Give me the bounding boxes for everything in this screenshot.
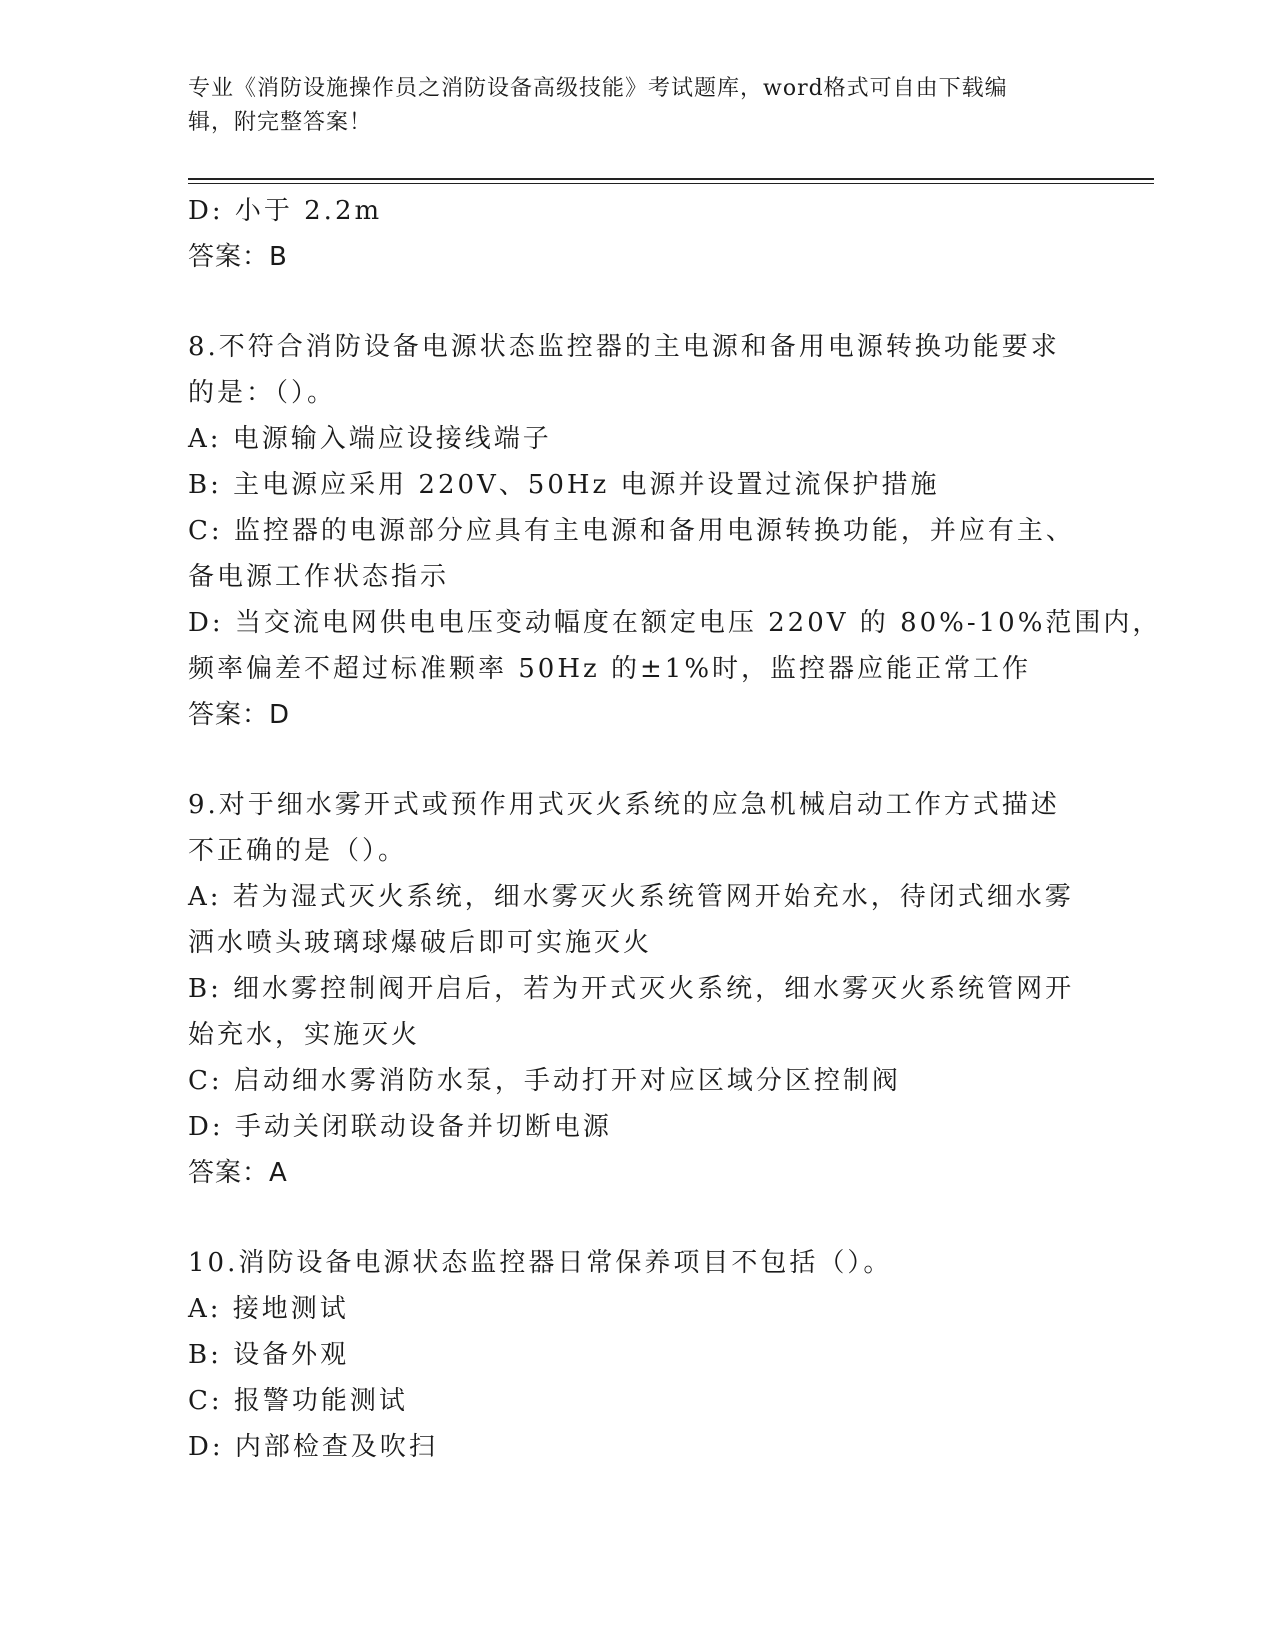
option-b: B: 设备外观	[188, 1340, 350, 1370]
question-stem: 8.不符合消防设备电源状态监控器的主电源和备用电源转换功能要求	[188, 332, 1060, 362]
option-a-cont: 洒水喷头玻璃球爆破后即可实施灭火	[188, 928, 653, 958]
answer: 答案：B	[188, 242, 288, 272]
question-8	[188, 324, 1162, 738]
question-stem: 不正确的是（）。	[188, 836, 408, 866]
option-d: D: 小于 2.2m	[188, 196, 383, 226]
question-stem: 10.消防设备电源状态监控器日常保养项目不包括（）。	[188, 1248, 893, 1278]
document-body	[188, 188, 1162, 1470]
document-header	[188, 72, 1068, 140]
option-d: D: 内部检查及吹扫	[188, 1432, 438, 1462]
header-line-2: 辑，附完整答案！	[188, 110, 373, 135]
header-line-1: 专业《消防设施操作员之消防设备高级技能》考试题库，word格式可自由下载编	[188, 76, 1008, 101]
answer: 答案：D	[188, 700, 291, 730]
answer: 答案：A	[188, 1158, 288, 1188]
option-d: D: 手动关闭联动设备并切断电源	[188, 1112, 612, 1142]
header-rule-thick	[188, 178, 1154, 180]
option-c: C: 报警功能测试	[188, 1386, 408, 1416]
option-a: A: 若为湿式灭火系统，细水雾灭火系统管网开始充水，待闭式细水雾	[188, 882, 1074, 912]
option-d: D: 当交流电网供电电压变动幅度在额定电压 220V 的 80%-10%范围内，	[188, 608, 1162, 638]
option-b: B: 细水雾控制阀开启后，若为开式灭火系统，细水雾灭火系统管网开	[188, 974, 1075, 1004]
option-a: A: 接地测试	[188, 1294, 349, 1324]
previous-question-tail	[188, 188, 1088, 280]
option-b: B: 主电源应采用 220V、50Hz 电源并设置过流保护措施	[188, 470, 940, 500]
question-10	[188, 1240, 1088, 1470]
question-stem: 的是：（）。	[188, 378, 337, 408]
option-c-cont: 备电源工作状态指示	[188, 562, 450, 592]
question-9	[188, 782, 1088, 1196]
option-c: C: 启动细水雾消防水泵，手动打开对应区域分区控制阀	[188, 1066, 901, 1096]
header-rule-thin	[188, 183, 1154, 184]
option-d-cont: 频率偏差不超过标准颗率 50Hz 的±1%时，监控器应能正常工作	[188, 654, 1032, 684]
option-c: C: 监控器的电源部分应具有主电源和备用电源转换功能，并应有主、	[188, 516, 1075, 546]
question-stem: 9.对于细水雾开式或预作用式灭火系统的应急机械启动工作方式描述	[188, 790, 1060, 820]
option-b-cont: 始充水，实施灭火	[188, 1020, 421, 1050]
option-a: A: 电源输入端应设接线端子	[188, 424, 552, 454]
